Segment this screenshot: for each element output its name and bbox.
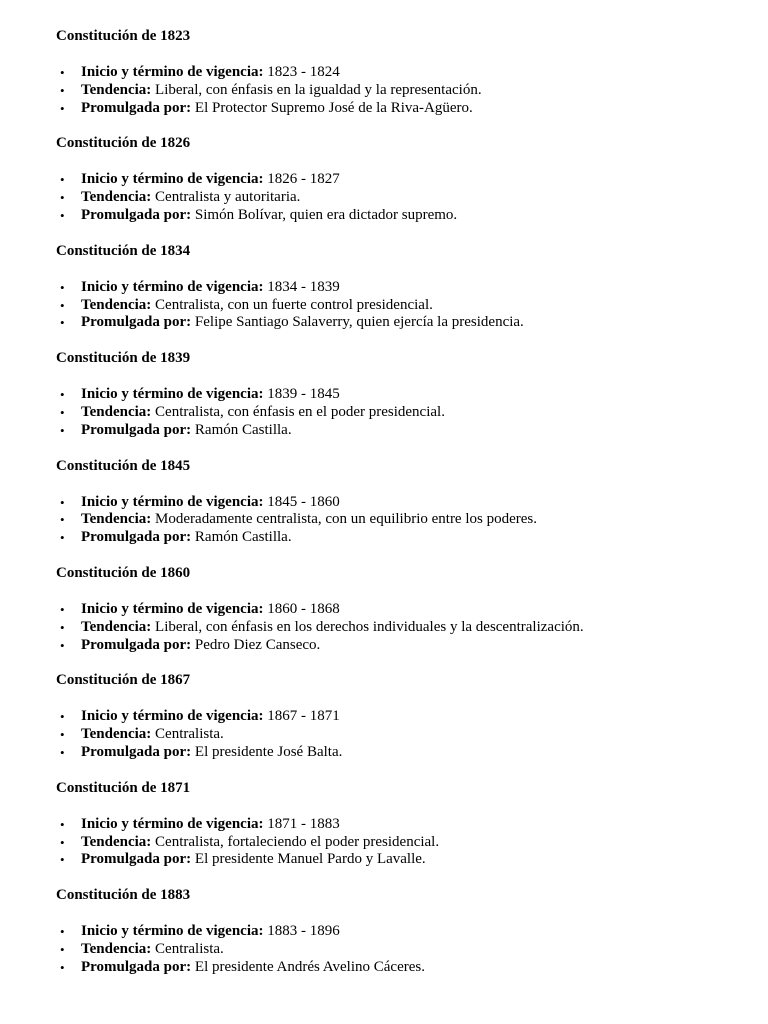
constitution-section: [56, 565, 768, 654]
item-label: Promulgada por:: [81, 743, 192, 760]
bullet-icon: •: [60, 959, 65, 975]
item-value: Centralista.: [151, 726, 224, 743]
list-item: [60, 511, 768, 529]
bullet-icon: •: [60, 82, 65, 98]
item-value: Pedro Diez Canseco.: [191, 636, 321, 653]
item-value: Felipe Santiago Salaverry, quien ejercía la presidencia.: [191, 314, 524, 331]
item-value: 1860 - 1868: [263, 600, 340, 617]
bullet-icon: •: [60, 619, 65, 635]
constitution-section: [56, 135, 768, 224]
item-value: Simón Bolívar, quien era dictador supremo.: [191, 206, 458, 223]
bullet-icon: •: [60, 207, 65, 223]
list-item: [60, 958, 768, 977]
bullet-icon: •: [60, 315, 65, 331]
list-item: [60, 815, 768, 834]
list-item: [60, 64, 768, 82]
item-label: Inicio y término de vigencia:: [81, 278, 264, 295]
bullet-icon: •: [60, 727, 65, 743]
bullet-list: [56, 279, 768, 332]
bullet-icon: •: [60, 494, 65, 510]
list-item: [60, 403, 768, 422]
bullet-icon: •: [60, 404, 65, 420]
bullet-list: [56, 494, 768, 547]
item-value: 1839 - 1845: [263, 386, 340, 403]
item-label: Promulgada por:: [81, 314, 192, 331]
item-value: Liberal, con énfasis en la igualdad y la representación.: [151, 81, 482, 98]
section-heading: Constitución de 1883: [56, 887, 191, 904]
item-value: El Protector Supremo José de la Riva-Agüero.: [191, 99, 473, 116]
list-item: [60, 743, 768, 762]
item-label: Inicio y término de vigencia:: [81, 708, 264, 725]
item-value: El presidente Manuel Pardo y Lavalle.: [191, 851, 426, 868]
list-item: [60, 278, 768, 297]
bullet-icon: •: [60, 190, 65, 206]
list-item: [60, 708, 768, 726]
bullet-icon: •: [60, 279, 65, 295]
section-heading: Constitución de 1867: [56, 672, 191, 689]
item-value: Ramón Castilla.: [191, 421, 292, 438]
constitution-section: [56, 887, 768, 976]
list-item: [60, 726, 768, 744]
section-heading: Constitución de 1823: [56, 28, 191, 44]
item-value: Centralista, con énfasis en el poder presidencial.: [151, 403, 445, 420]
bullet-icon: •: [60, 744, 65, 760]
item-value: Centralista, con un fuerte control presidencial.: [151, 296, 433, 313]
item-value: 1823 - 1824: [263, 64, 340, 80]
bullet-icon: •: [60, 297, 65, 313]
constitution-section: [56, 28, 768, 117]
item-label: Tendencia:: [81, 296, 152, 313]
item-value: Liberal, con énfasis en los derechos individuales y la descentralización.: [151, 618, 584, 635]
bullet-list: [56, 171, 768, 224]
item-label: Inicio y término de vigencia:: [81, 815, 264, 832]
item-value: El presidente Andrés Avelino Cáceres.: [191, 958, 425, 975]
bullet-icon: •: [60, 422, 65, 438]
list-item: [60, 851, 768, 869]
list-item: [60, 529, 768, 547]
list-item: [60, 81, 768, 100]
item-label: Inicio y término de vigencia:: [81, 493, 264, 510]
constitution-section: [56, 243, 768, 332]
bullet-icon: •: [60, 941, 65, 957]
bullet-icon: •: [60, 172, 65, 188]
item-value: 1834 - 1839: [263, 278, 340, 295]
list-item: [60, 296, 768, 315]
list-item: [60, 636, 768, 655]
list-item: [60, 171, 768, 189]
item-label: Tendencia:: [81, 81, 152, 98]
bullet-icon: •: [60, 834, 65, 850]
item-label: Inicio y término de vigencia:: [81, 923, 264, 940]
item-value: Centralista y autoritaria.: [151, 189, 301, 206]
list-item: [60, 923, 768, 941]
list-item: [60, 421, 768, 440]
section-heading: Constitución de 1839: [56, 350, 191, 367]
item-label: Tendencia:: [81, 618, 152, 635]
bullet-icon: •: [60, 852, 65, 868]
list-item: [60, 493, 768, 512]
section-heading: Constitución de 1834: [56, 242, 191, 259]
item-value: 1845 - 1860: [263, 493, 340, 510]
bullet-list: [56, 923, 768, 976]
item-label: Promulgada por:: [81, 958, 192, 975]
item-label: Promulgada por:: [81, 851, 192, 868]
item-label: Tendencia:: [81, 833, 152, 850]
constitution-section: [56, 350, 768, 439]
bullet-icon: •: [60, 709, 65, 725]
list-item: [60, 189, 768, 207]
item-value: El presidente José Balta.: [191, 743, 343, 760]
bullet-list: [56, 386, 768, 439]
item-label: Inicio y término de vigencia:: [81, 171, 264, 188]
item-value: Centralista.: [151, 940, 224, 957]
item-label: Tendencia:: [81, 403, 152, 420]
item-label: Promulgada por:: [81, 636, 192, 653]
item-label: Promulgada por:: [81, 99, 192, 116]
list-item: [60, 206, 768, 225]
bullet-list: [56, 64, 768, 117]
bullet-icon: •: [60, 65, 65, 80]
item-label: Tendencia:: [81, 726, 152, 743]
item-value: 1883 - 1896: [263, 923, 340, 940]
constitution-section: [56, 458, 768, 547]
list-item: [60, 386, 768, 404]
bullet-list: [56, 816, 768, 869]
item-label: Promulgada por:: [81, 529, 192, 546]
constitution-section: [56, 780, 768, 869]
list-item: [60, 833, 768, 852]
list-item: [60, 600, 768, 619]
list-item: [60, 99, 768, 118]
item-value: Ramón Castilla.: [191, 529, 292, 546]
item-label: Inicio y término de vigencia:: [81, 600, 264, 617]
bullet-list: [56, 601, 768, 654]
list-item: [60, 618, 768, 637]
item-label: Tendencia:: [81, 940, 152, 957]
list-item: [60, 314, 768, 332]
bullet-icon: •: [60, 100, 65, 116]
section-heading: Constitución de 1826: [56, 135, 191, 152]
section-heading: Constitución de 1845: [56, 457, 191, 474]
bullet-list: [56, 708, 768, 761]
bullet-icon: •: [60, 601, 65, 617]
bullet-icon: •: [60, 530, 65, 546]
bullet-icon: •: [60, 816, 65, 832]
item-label: Promulgada por:: [81, 206, 192, 223]
item-label: Inicio y término de vigencia:: [81, 386, 264, 403]
bullet-icon: •: [60, 637, 65, 653]
item-label: Promulgada por:: [81, 421, 192, 438]
item-label: Tendencia:: [81, 511, 152, 528]
section-heading: Constitución de 1860: [56, 564, 191, 581]
list-item: [60, 940, 768, 959]
constitution-section: [56, 672, 768, 761]
item-label: Inicio y término de vigencia:: [81, 64, 264, 80]
item-value: 1871 - 1883: [263, 815, 340, 832]
bullet-icon: •: [60, 512, 65, 528]
item-value: 1867 - 1871: [263, 708, 340, 725]
section-heading: Constitución de 1871: [56, 779, 191, 796]
bullet-icon: •: [60, 387, 65, 403]
item-value: 1826 - 1827: [263, 171, 340, 188]
item-value: Moderadamente centralista, con un equilibrio entre los poderes.: [151, 511, 537, 528]
bullet-icon: •: [60, 924, 65, 940]
item-label: Tendencia:: [81, 189, 152, 206]
item-value: Centralista, fortaleciendo el poder presidencial.: [151, 833, 440, 850]
